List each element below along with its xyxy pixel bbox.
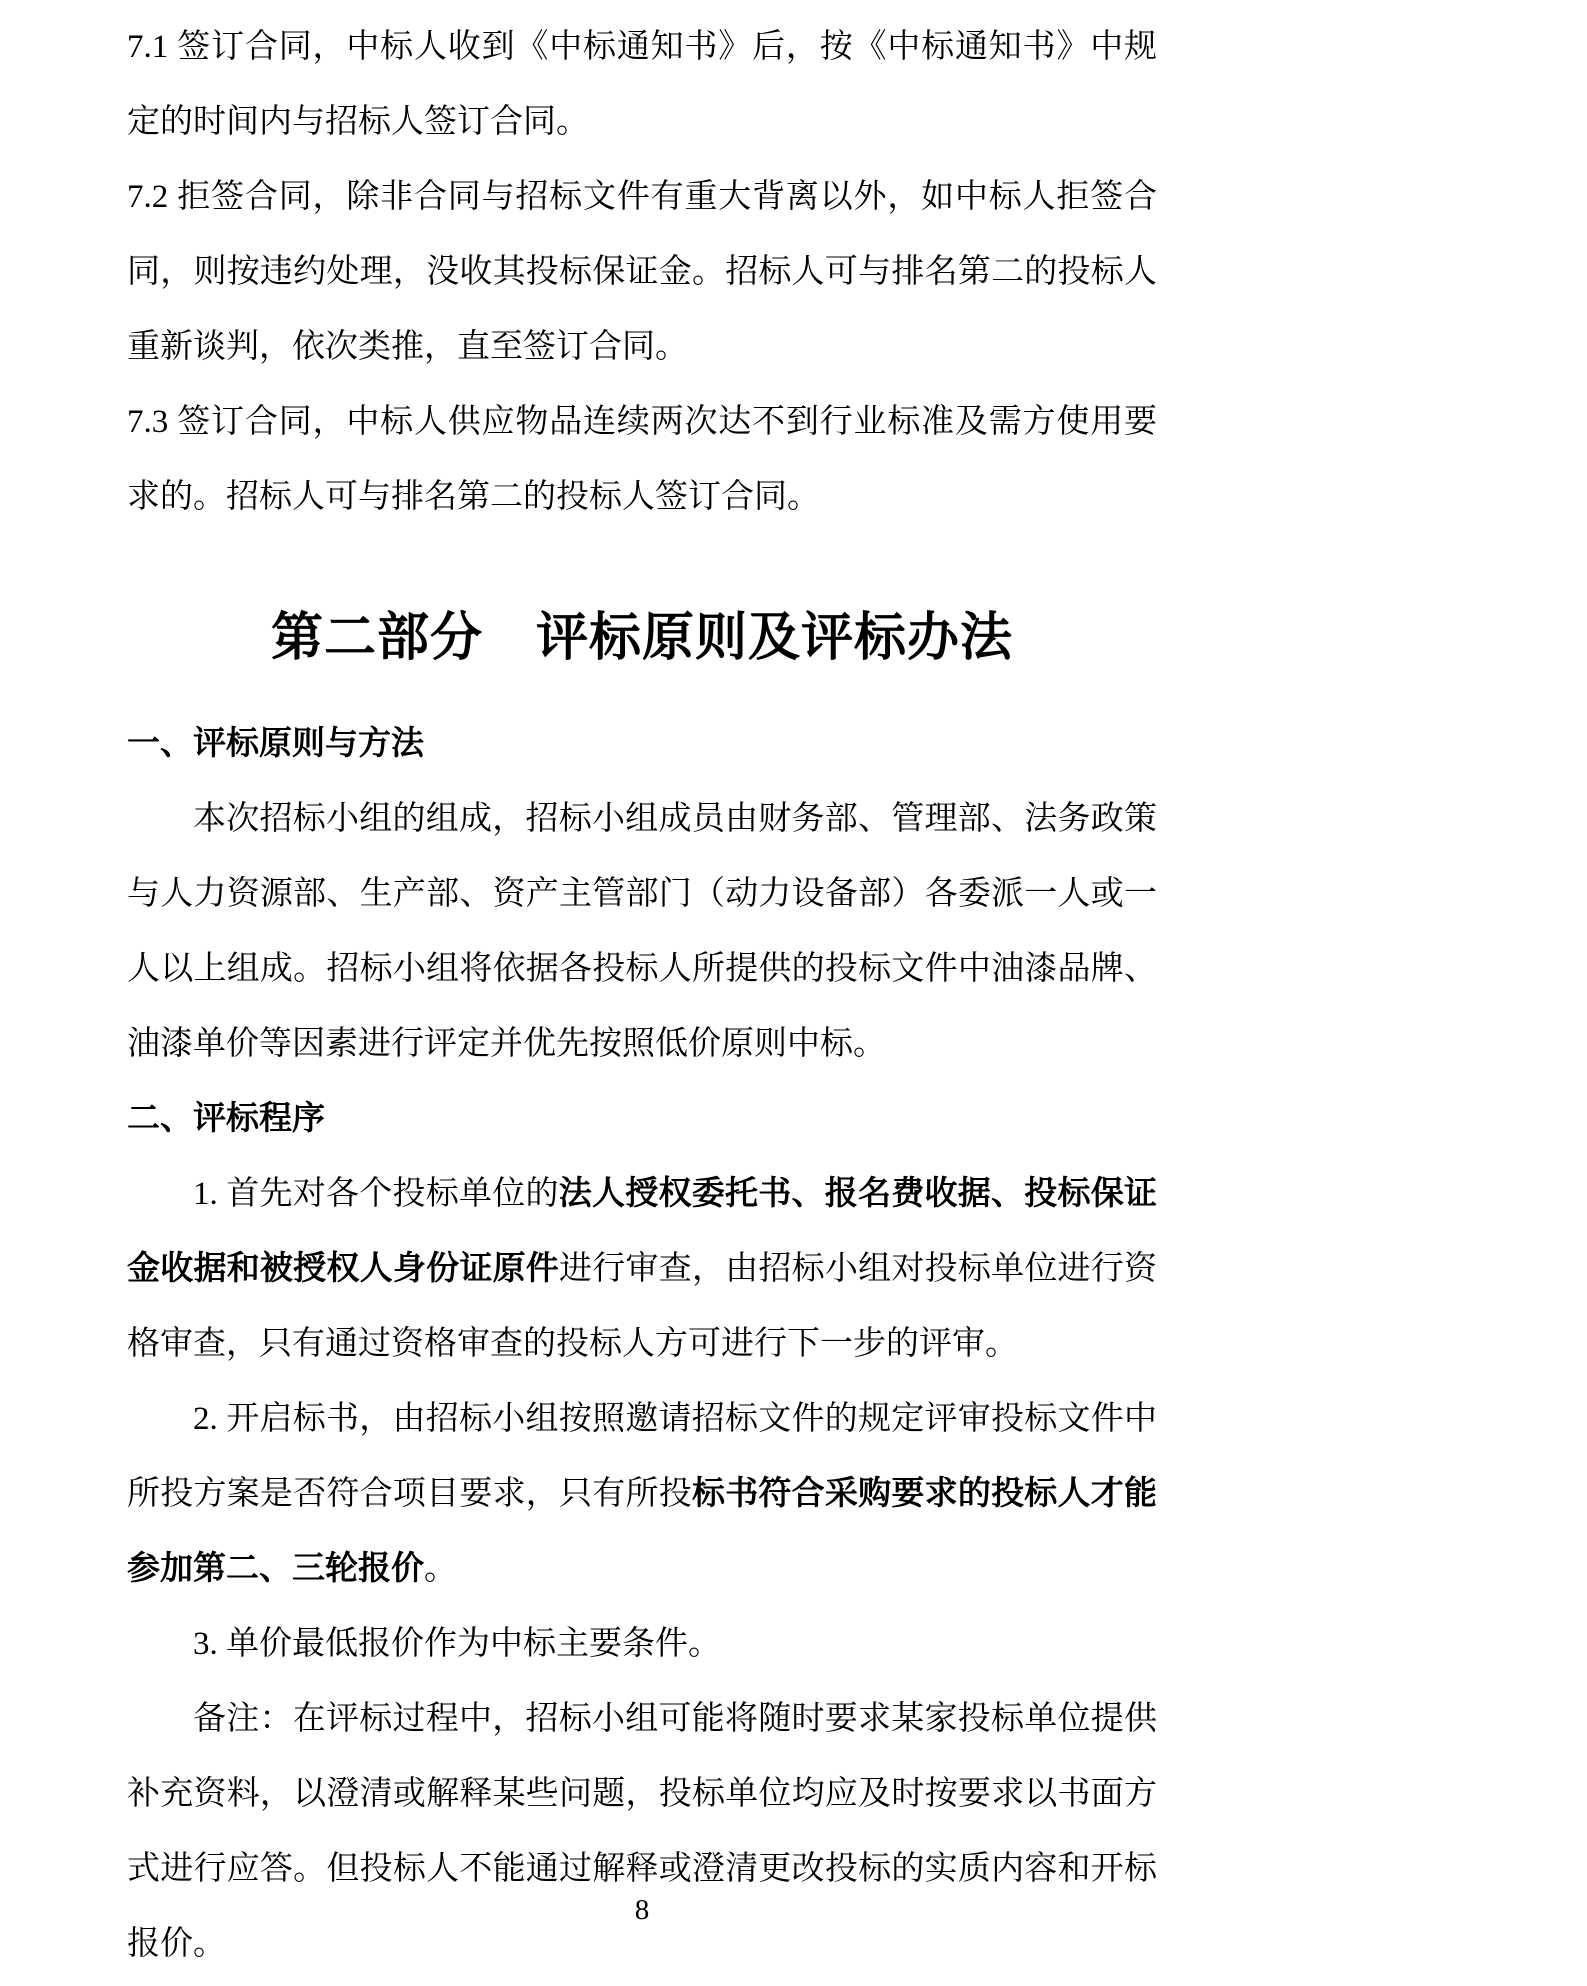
section1-body: 本次招标小组的组成，招标小组成员由财务部、管理部、法务政策与人力资源部、生产部、资产主管部门（动力设备部）各委派一人或一人以上组成。招标小组将依据各投标人所提供的投标文件中油漆品牌、油漆单价等因素进行评定并优先按照低价原则中标。 xyxy=(127,801,1157,1062)
clause-7-2: 7.2 拒签合同，除非合同与招标文件有重大背离以外，如中标人拒签合同，则按违约处理，没收其投标保证金。招标人可与排名第二的投标人重新谈判，依次类推，直至签订合同。 xyxy=(127,179,1157,365)
section2-item3: 3. 单价最低报价作为中标主要条件。 xyxy=(193,1626,721,1662)
section2-item2 xyxy=(127,1382,1157,1607)
section1-heading: 一、评标原则与方法 xyxy=(127,726,424,762)
section2-note: 备注：在评标过程中，招标小组可能将随时要求某家投标单位提供补充资料，以澄清或解释某些问题，投标单位均应及时按要求以书面方式进行应答。但投标人不能通过解释或澄清更改投标的实质内容和开标报价。 xyxy=(127,1701,1157,1962)
item2-text-regular: 2. 开启标书，由招标小组按照邀请招标文件的规定评审投标文件中所投方案是否符合项目要求，只有所投 xyxy=(127,1401,1157,1512)
item1-text-bold: 法人授权委托书、报名费收据、投标保证金收据和被授权人身份证原件 xyxy=(127,1176,1157,1287)
item2-text-bold: 标书符合采购要求的投标人才能参加第二、三轮报价 xyxy=(127,1476,1158,1587)
clause-7-3: 7.3 签订合同，中标人供应物品连续两次达不到行业标准及需方使用要求的。招标人可与排名第二的投标人签订合同。 xyxy=(127,404,1157,515)
part2-title: 第二部分 评标原则及评标办法 xyxy=(270,610,1013,667)
item1-text-regular-2: 进行审查，由招标小组对投标单位进行资格审查，只有通过资格审查的投标人方可进行下一步的评审。 xyxy=(127,1251,1158,1362)
clause-7-1: 7.1 签订合同，中标人收到《中标通知书》后，按《中标通知书》中规定的时间内与招标人签订合同。 xyxy=(127,29,1157,140)
page-number: 8 xyxy=(634,1894,650,1926)
item2-text-regular-2: 。 xyxy=(424,1551,457,1587)
item1-text-regular: 1. 首先对各个投标单位的 xyxy=(193,1176,559,1212)
document-content xyxy=(127,10,1157,1982)
section2-item1 xyxy=(127,1157,1157,1382)
section2-heading: 二、评标程序 xyxy=(127,1101,325,1137)
